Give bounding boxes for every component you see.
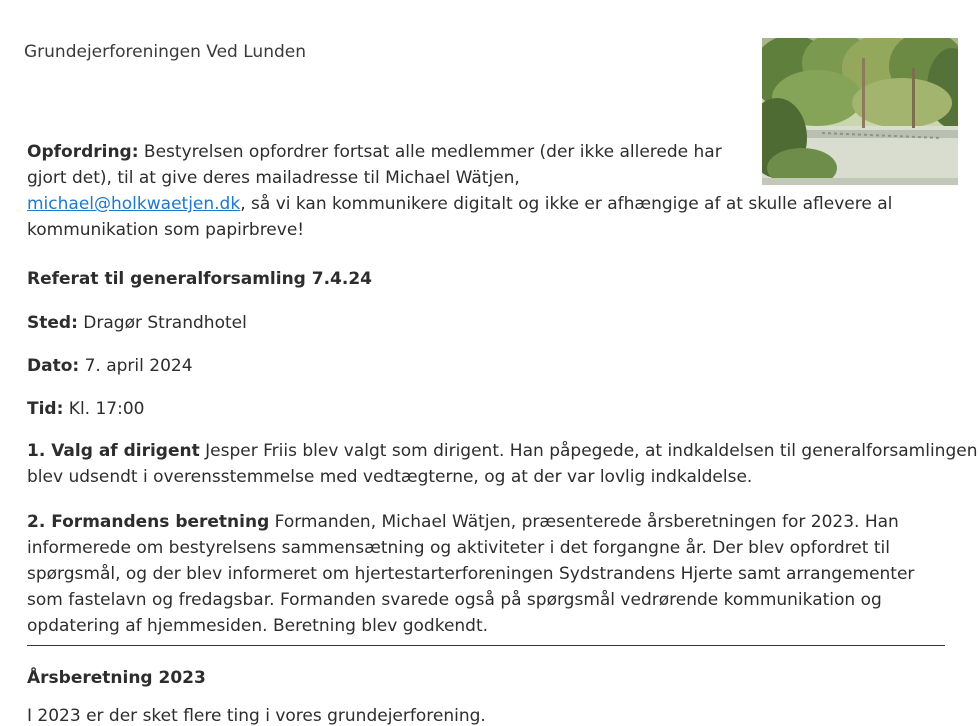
appeal-line-2: gjort det), til at give deres mailadresse til Michael Wätjen, xyxy=(27,168,520,188)
item-2-line-4: som fastelavn og fredagsbar. Formanden svarede også på spørgsmål vedrørende kommunikation og xyxy=(27,590,882,610)
appeal-label: Opfordring: xyxy=(27,142,139,162)
time-label: Tid: xyxy=(27,399,64,419)
item-2-line-2: informerede om bestyrelsens sammensætning og aktiviteter i det forgangne år. Der blev opfordret til xyxy=(27,538,890,558)
annual-report-title: Årsberetning 2023 xyxy=(27,668,206,688)
place-line xyxy=(27,310,247,336)
annual-report-first-line: I 2023 er der sket flere ting i vores grundejerforening. xyxy=(27,706,486,726)
time-value: Kl. 17:00 xyxy=(63,399,145,419)
item-1-paragraph xyxy=(27,438,977,490)
date-line xyxy=(27,353,193,379)
item-1-line-2: blev udsendt i overensstemmelse med vedtægterne, og at der var lovlig indkaldelse. xyxy=(27,467,753,487)
item-2-line-3: spørgsmål, og der blev informeret om hjertestarterforeningen Sydstrandens Hjerte samt arrangementer xyxy=(27,564,915,584)
place-value: Dragør Strandhotel xyxy=(77,313,247,333)
section-divider xyxy=(27,645,945,646)
date-label: Dato: xyxy=(27,356,80,376)
item-1-heading: 1. Valg af dirigent xyxy=(27,441,200,461)
email-link[interactable]: michael@holkwaetjen.dk xyxy=(27,194,241,214)
appeal-line-3: , så vi kan kommunikere digitalt og ikke er afhængige af at skulle aflevere al xyxy=(240,194,893,214)
item-2-paragraph xyxy=(27,509,914,639)
item-2-heading: 2. Formandens beretning xyxy=(27,512,270,532)
item-2-line-5: opdatering af hjemmesiden. Beretning blev godkendt. xyxy=(27,616,489,636)
appeal-line-4: kommunikation som papirbreve! xyxy=(27,220,305,240)
item-2-line-1: Formanden, Michael Wätjen, præsenterede årsberetningen for 2023. Han xyxy=(269,512,899,532)
appeal-line-1: Bestyrelsen opfordrer fortsat alle medlemmer (der ikke allerede har xyxy=(138,142,722,162)
minutes-title: Referat til generalforsamling 7.4.24 xyxy=(27,269,372,289)
time-line xyxy=(27,396,144,422)
date-value: 7. april 2024 xyxy=(79,356,193,376)
appeal-paragraph xyxy=(27,139,892,243)
item-1-line-1: Jesper Friis blev valgt som dirigent. Han påpegede, at indkaldelsen til generalforsamlingen xyxy=(199,441,978,461)
place-label: Sted: xyxy=(27,313,78,333)
association-title: Grundejerforeningen Ved Lunden xyxy=(24,42,307,62)
